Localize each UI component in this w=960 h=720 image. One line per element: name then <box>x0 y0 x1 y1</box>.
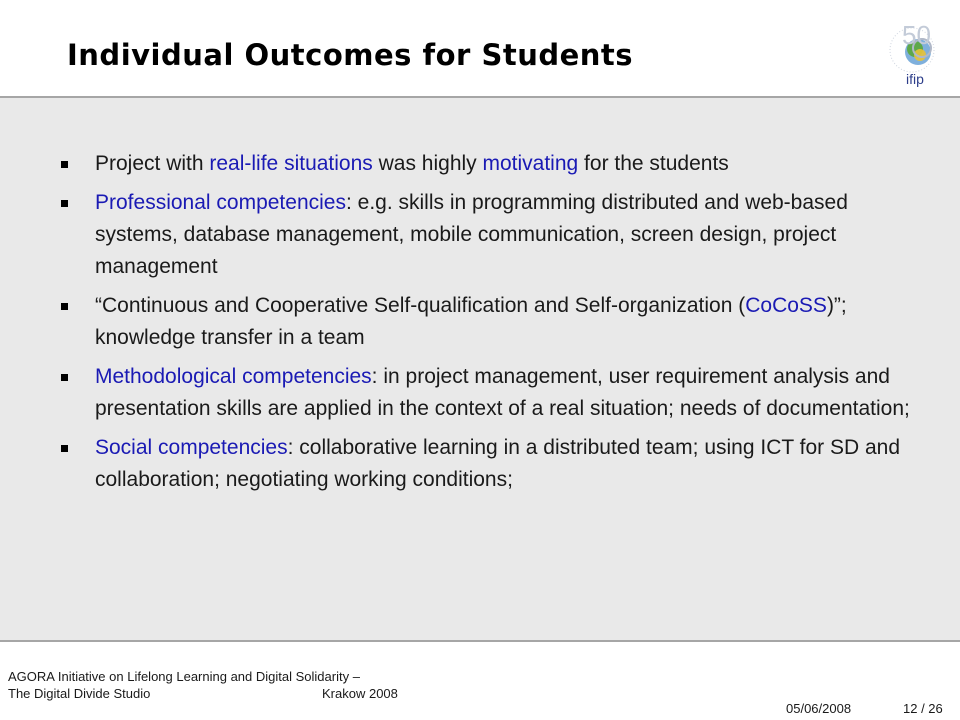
bullet-text: “Continuous and Cooperative Self-qualification and Self-organization ( <box>95 294 746 317</box>
bullet-text: : e.g. skills in programming distributed and web-based systems, database management, mobile communication, screen design, project management <box>95 191 848 278</box>
bullet-text: )”; knowledge transfer in a team <box>95 294 847 349</box>
logo-text: ifip <box>906 71 924 87</box>
highlighted-term: CoCoSS <box>745 294 827 317</box>
page-number: 12 / 26 <box>903 701 943 716</box>
square-bullet-icon <box>61 303 68 310</box>
bullet-text: for the students <box>578 152 729 175</box>
footer-line-1: AGORA Initiative on Lifelong Learning and Digital Solidarity – <box>8 669 360 684</box>
highlighted-term: real-life situations <box>209 152 373 175</box>
slide-title: Individual Outcomes for Students <box>67 38 634 72</box>
bullet-item <box>58 361 928 425</box>
highlighted-term: Methodological competencies <box>95 365 372 388</box>
square-bullet-icon <box>61 161 68 168</box>
ifip-50-logo <box>882 18 946 90</box>
highlighted-term: motivating <box>482 152 579 175</box>
highlighted-term: Social competencies <box>95 436 288 459</box>
square-bullet-icon <box>61 374 68 381</box>
bullet-text: : collaborative learning in a distributed team; using ICT for SD and collaboration; negotiating working conditions; <box>95 436 901 491</box>
footer-location: Krakow 2008 <box>322 686 398 701</box>
square-bullet-icon <box>61 200 68 207</box>
bullet-text: was highly <box>372 152 483 175</box>
footer-line-2 <box>8 685 398 702</box>
bullet-list <box>58 148 928 503</box>
footer-date: 05/06/2008 <box>786 701 852 716</box>
bullet-item <box>58 187 928 283</box>
highlighted-term: Professional competencies <box>95 191 346 214</box>
footer-studio: The Digital Divide Studio <box>8 686 151 701</box>
logo-number: 50 <box>902 20 931 50</box>
footer-event <box>8 668 398 702</box>
bullet-text: Project with <box>95 152 210 175</box>
bullet-item <box>58 290 928 354</box>
bullet-item <box>58 432 928 496</box>
footer-divider <box>0 640 960 642</box>
bullet-text: : in project management, user requirement analysis and presentation skills are applied in the context of a real situation; needs of documentation; <box>95 365 910 420</box>
bullet-item <box>58 148 928 180</box>
ifip-logo-graphic <box>882 18 946 90</box>
square-bullet-icon <box>61 445 68 452</box>
